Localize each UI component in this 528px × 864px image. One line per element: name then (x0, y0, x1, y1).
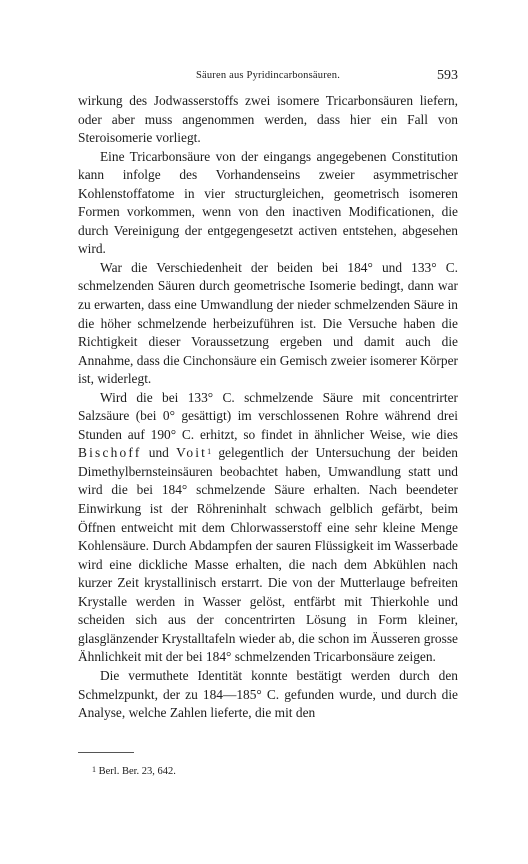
paragraph-4-text-a: Wird die bei 133° C. schmelzende Säure mit concentrirter Salzsäure (bei 0° gesättigt) im verschlossenen Rohre während drei Stunden auf 190° C. erhitzt, so findet in ähnlicher Weise, wie dies (78, 389, 458, 442)
footnote-reference: 1 (207, 447, 212, 457)
author-name-bischoff: Bischoff (78, 445, 142, 461)
paragraph-1: wirkung des Jodwasserstoffs zwei isomere Tricarbonsäuren liefern, oder aber muss angenommen werden, dass hier ein Fall von Steroisomerie vorliegt. (78, 93, 458, 146)
paragraph-2: Eine Tricarbonsäure von der eingangs angegebenen Constitution kann infolge des Vorhandenseins zweier asymmetrischer Kohlenstoffatome in vier structurgleichen, geometrisch isomeren Formen vorkommen, wenn von den inactiven Modificationen, die durch Vereinigung der entgegengesetzt activen entstehen, abgesehen wird. (78, 148, 458, 257)
author-name-voit: Voit (176, 445, 208, 461)
footnote-divider (78, 752, 134, 753)
page-number: 593 (437, 68, 458, 83)
paragraph-3: War die Verschiedenheit der beiden bei 184° und 133° C. schmelzenden Säuren durch geometrische Isomerie bedingt, dann war zu erwarten, dass eine Umwandlung der nieder schmelzenden Säure in die höher schmelzende herbeizuführen ist. Die Versuche haben die Richtigkeit dieser Voraussetzung ergeben und damit auch die Annahme, dass die Cinchonsäure ein Gemisch zweier isomerer Körper ist, widerlegt. (78, 259, 458, 387)
footnote-mark: 1 (92, 765, 96, 774)
paragraph-4-und: und (141, 445, 177, 461)
page-header (78, 68, 458, 88)
body-text (78, 92, 458, 723)
paragraph-4-text-b: gelegentlich der Untersuchung der beiden Dimethylbernsteinsäuren beobachtet haben, Umwandlung statt und wird die bei 184° schmelzende Säure erhalten. Nach beendeter Einwirkung ist der Röhreninhalt schwach gelblich gefärbt, beim Öffnen entweicht mit dem Chlorwasserstoff eine sehr kleine Menge Kohlensäure. Durch Abdampfen der sauren Flüssigkeit im Wasserbade wird eine dickliche Masse erhalten, die nach dem Abkühlen nach kurzer Zeit krystallinisch erstarrt. Die von der Mutterlauge befreiten Krystalle werden in Wasser gelöst, entfärbt mit Thierkohle und scheiden sich aus der concentrirten Lösung in Form kleiner, glasglänzender Krystalltafeln wieder ab, die schon im Äusseren grosse Ähnlichkeit mit der bei 184° schmelzenden Tricarbonsäure zeigen. (78, 445, 459, 665)
paragraph-5: Die vermuthete Identität konnte bestätigt werden durch den Schmelzpunkt, der zu 184—185° C. gefunden wurde, und durch die Analyse, welche Zahlen lieferte, die mit den (78, 667, 458, 721)
running-title: Säuren aus Pyridincarbonsäuren. (195, 70, 341, 81)
paragraph-4 (78, 389, 458, 667)
footnote (92, 766, 452, 777)
footnote-text: Berl. Ber. 23, 642. (98, 766, 176, 777)
